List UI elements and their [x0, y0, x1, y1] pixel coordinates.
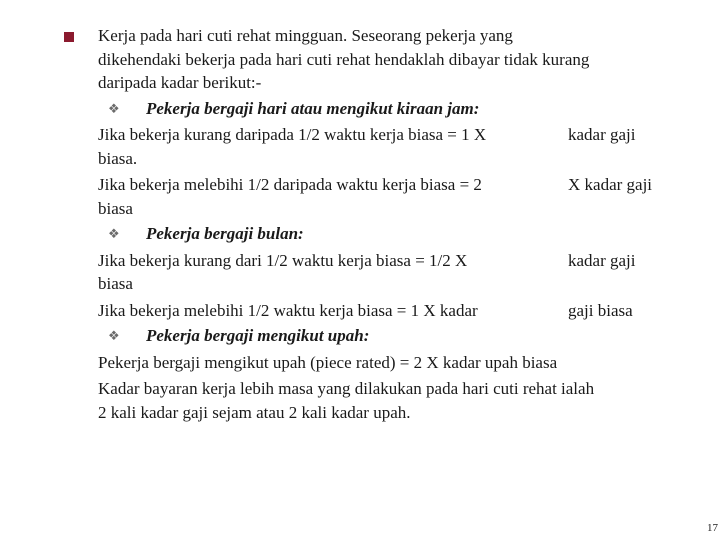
rule-value: gaji biasa: [568, 300, 633, 320]
slide-body: [98, 24, 708, 424]
rule-row: [98, 123, 708, 147]
intro-line-2: dikehendaki bekerja pada hari cuti rehat hendaklah dibayar tidak kurang: [98, 49, 590, 69]
closing-line-2: 2 kali kadar gaji sejam atau 2 kali kadar upah.: [98, 402, 411, 422]
section-heading-daily-text: Pekerja bergaji hari atau mengikut kiraan jam:: [146, 98, 480, 118]
section-heading-monthly-text: Pekerja bergaji bulan:: [146, 224, 304, 243]
section-heading-piece-rated: [98, 324, 708, 348]
rule-continuation: biasa: [98, 198, 133, 218]
square-bullet-icon: [64, 32, 74, 42]
rule-value: X kadar gaji: [568, 175, 653, 194]
rule-text: Jika bekerja melebihi 1/2 waktu kerja biasa = 1 X kadar: [98, 300, 478, 320]
rule-value: kadar gaji: [568, 125, 636, 144]
page-number: 17: [707, 522, 718, 534]
diamond-bullet-icon: ❖: [108, 328, 120, 343]
rule-text: Jika bekerja kurang daripada 1/2 waktu kerja biasa = 1 X: [98, 125, 487, 144]
rule-row: [98, 299, 708, 323]
rule-row: [98, 249, 708, 273]
intro-line-1: Kerja pada hari cuti rehat mingguan. Seseorang pekerja yang: [98, 26, 513, 45]
rule-text: Pekerja bergaji mengikut upah (piece rated) = 2 X kadar upah biasa: [98, 352, 558, 372]
section-heading-monthly: [98, 222, 708, 246]
section-heading-daily: [98, 97, 708, 121]
intro-line-3: daripada kadar berikut:-: [98, 73, 262, 92]
rule-row: [98, 173, 708, 197]
rule-text: Jika bekerja melebihi 1/2 daripada waktu kerja biasa = 2: [98, 175, 482, 194]
rule-value: kadar gaji: [568, 250, 636, 270]
diamond-bullet-icon: ❖: [108, 100, 120, 116]
closing-line-1: Kadar bayaran kerja lebih masa yang dilakukan pada hari cuti rehat ialah: [98, 379, 595, 398]
section-heading-piece-rated-text: Pekerja bergaji mengikut upah:: [146, 326, 370, 345]
rule-continuation: biasa.: [98, 148, 138, 168]
rule-continuation: biasa: [98, 274, 133, 293]
diamond-bullet-icon: ❖: [108, 226, 120, 241]
rule-text: Jika bekerja kurang dari 1/2 waktu kerja biasa = 1/2 X: [98, 250, 468, 270]
